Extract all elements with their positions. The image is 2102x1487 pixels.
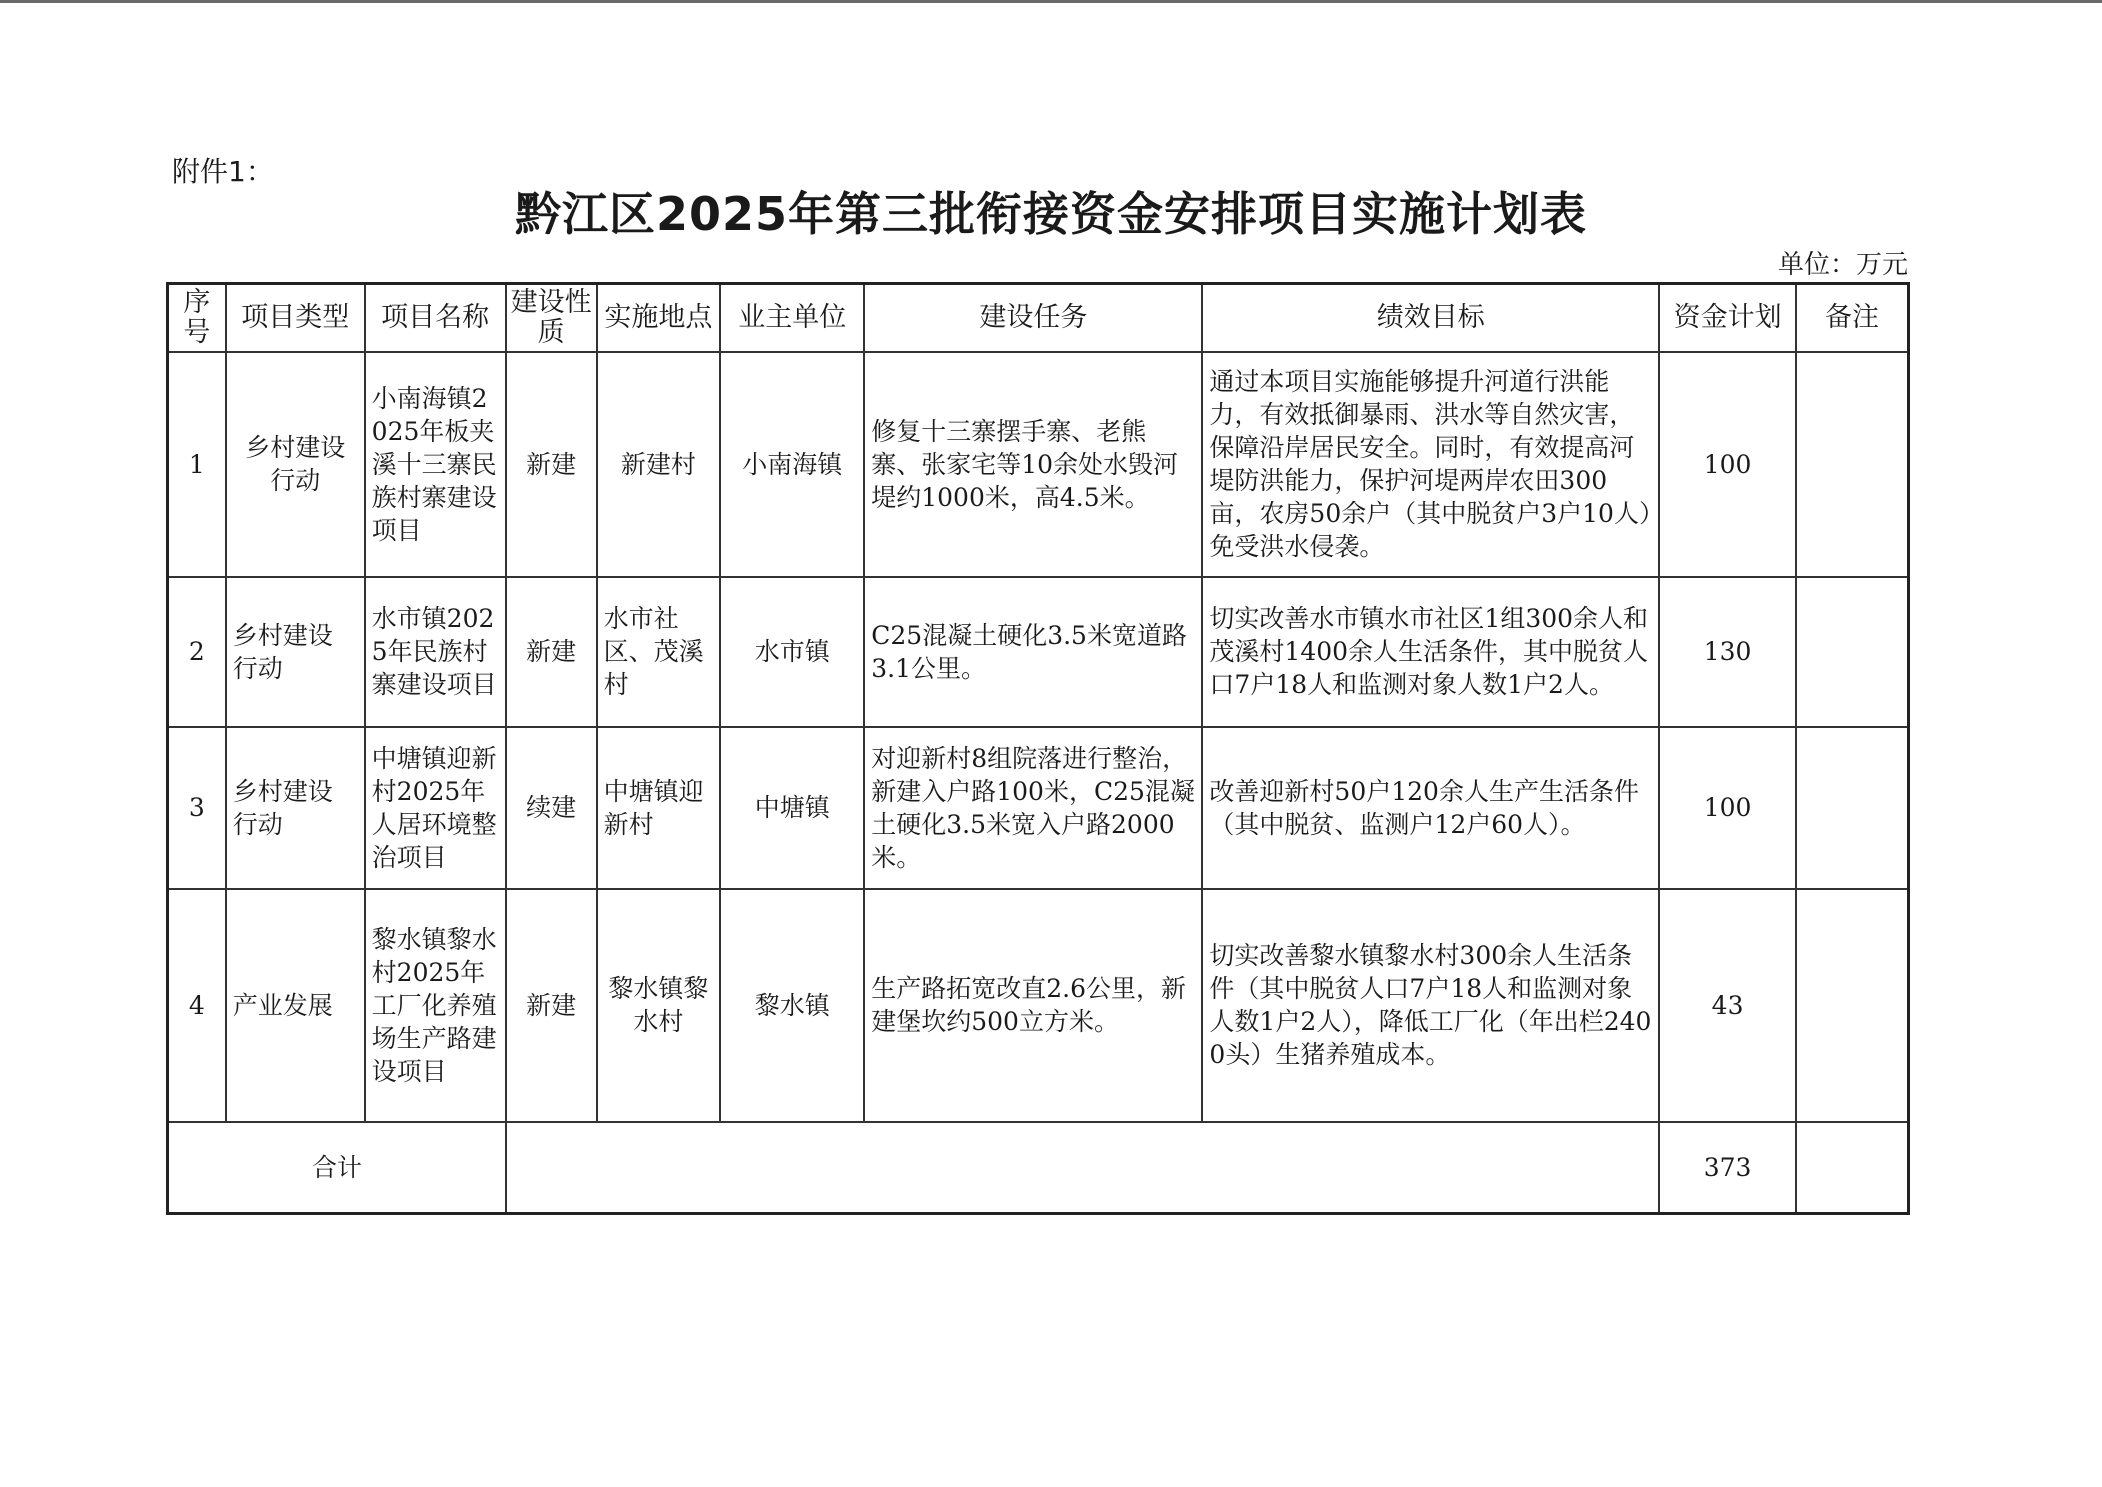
header-nature: 建设性质	[506, 284, 597, 352]
table-row	[168, 352, 1909, 577]
cell-nature: 新建	[506, 577, 597, 727]
cell-remark	[1796, 889, 1908, 1122]
cell-task: 修复十三寨摆手寨、老熊寨、张家宅等10余处水毁河堤约1000米，高4.5米。	[864, 352, 1202, 577]
header-task: 建设任务	[864, 284, 1202, 352]
cell-task: 对迎新村8组院落进行整治，新建入户路100米，C25混凝土硬化3.5米宽入户路2000米。	[864, 727, 1202, 889]
cell-funds: 100	[1659, 352, 1796, 577]
cell-seq: 1	[168, 352, 226, 577]
cell-location: 新建村	[597, 352, 721, 577]
cell-owner: 黎水镇	[720, 889, 864, 1122]
cell-type: 乡村建设行动	[226, 727, 365, 889]
cell-name: 水市镇2025年民族村寨建设项目	[365, 577, 506, 727]
cell-nature: 续建	[506, 727, 597, 889]
cell-owner: 水市镇	[720, 577, 864, 727]
cell-name: 小南海镇2025年板夹溪十三寨民族村寨建设项目	[365, 352, 506, 577]
cell-owner: 中塘镇	[720, 727, 864, 889]
cell-goal: 切实改善黎水镇黎水村300余人生活条件（其中脱贫人口7户18人和监测对象人数1户2人），降低工厂化（年出栏2400头）生猪养殖成本。	[1202, 889, 1659, 1122]
header-goal: 绩效目标	[1202, 284, 1659, 352]
unit-label: 单位：万元	[1778, 250, 1909, 280]
cell-task: 生产路拓宽改直2.6公里，新建堡坎约500立方米。	[864, 889, 1202, 1122]
header-name: 项目名称	[365, 284, 506, 352]
cell-seq: 4	[168, 889, 226, 1122]
scan-edge	[0, 0, 2102, 3]
table-total-row	[168, 1122, 1909, 1214]
cell-funds: 43	[1659, 889, 1796, 1122]
header-funds: 资金计划	[1659, 284, 1796, 352]
cell-nature: 新建	[506, 352, 597, 577]
table-row	[168, 577, 1909, 727]
total-empty-cell	[506, 1122, 1659, 1214]
document-title: 黔江区2025年第三批衔接资金安排项目实施计划表	[514, 187, 1588, 241]
cell-funds: 100	[1659, 727, 1796, 889]
cell-location: 黎水镇黎水村	[597, 889, 721, 1122]
cell-goal: 切实改善水市镇水市社区1组300余人和茂溪村1400余人生活条件，其中脱贫人口7户18人和监测对象人数1户2人。	[1202, 577, 1659, 727]
cell-remark	[1796, 727, 1908, 889]
project-plan-table	[166, 282, 1910, 1215]
cell-seq: 2	[168, 577, 226, 727]
cell-remark	[1796, 577, 1908, 727]
table-header-row	[168, 284, 1909, 352]
header-type: 项目类型	[226, 284, 365, 352]
cell-remark	[1796, 352, 1908, 577]
header-owner: 业主单位	[720, 284, 864, 352]
header-remark: 备注	[1796, 284, 1908, 352]
cell-goal: 改善迎新村50户120余人生产生活条件（其中脱贫、监测户12户60人）。	[1202, 727, 1659, 889]
cell-location: 水市社区、茂溪村	[597, 577, 721, 727]
cell-name: 中塘镇迎新村2025年人居环境整治项目	[365, 727, 506, 889]
header-location: 实施地点	[597, 284, 721, 352]
attachment-label: 附件1：	[172, 155, 274, 188]
header-seq: 序号	[168, 284, 226, 352]
cell-task: C25混凝土硬化3.5米宽道路3.1公里。	[864, 577, 1202, 727]
cell-name: 黎水镇黎水村2025年工厂化养殖场生产路建设项目	[365, 889, 506, 1122]
total-funds: 373	[1659, 1122, 1796, 1214]
cell-type: 乡村建设行动	[226, 577, 365, 727]
table-row	[168, 727, 1909, 889]
table-row	[168, 889, 1909, 1122]
cell-goal: 通过本项目实施能够提升河道行洪能力，有效抵御暴雨、洪水等自然灾害，保障沿岸居民安全。同时，有效提高河堤防洪能力，保护河堤两岸农田300亩，农房50余户（其中脱贫户3户10人）免受洪水侵袭。	[1202, 352, 1659, 577]
cell-location: 中塘镇迎新村	[597, 727, 721, 889]
cell-type: 产业发展	[226, 889, 365, 1122]
cell-funds: 130	[1659, 577, 1796, 727]
cell-nature: 新建	[506, 889, 597, 1122]
cell-owner: 小南海镇	[720, 352, 864, 577]
cell-type: 乡村建设行动	[226, 352, 365, 577]
total-remark	[1796, 1122, 1908, 1214]
cell-seq: 3	[168, 727, 226, 889]
total-label: 合计	[168, 1122, 506, 1214]
